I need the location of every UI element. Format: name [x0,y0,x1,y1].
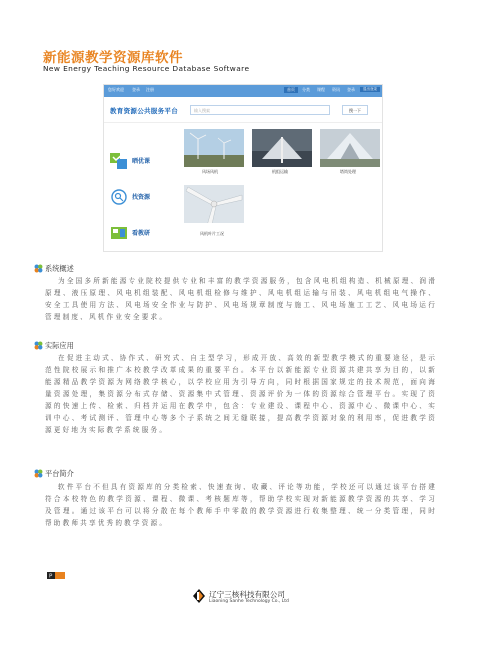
blade-image [184,185,244,223]
thumbnail-tower[interactable] [320,129,380,167]
section-heading-text: 系统概述 [45,264,74,273]
section-heading-overview [34,264,74,274]
company-logo-icon [191,588,207,604]
page-title: 新能源教学资源库软件 [43,50,183,66]
page-marker-text: P [49,573,53,579]
topbar-register[interactable]: 注册 [146,87,154,92]
course-icon [110,153,128,169]
side-button-label: 找资源 [132,194,151,201]
topbar-logout[interactable]: 退出登录 [360,87,380,92]
platform-logo: 教育资源公共服务平台 [110,107,178,115]
search-input[interactable]: 输入搜索 [190,105,330,115]
tower-image [320,129,380,167]
section-body-platform: 软件平台不但具有资源库的分类检索、快速查询、收藏、评论等功能，学校还可以通过该平台搭建符合本校特色的教学资源、课程、微课、考核题库等，帮助学校实现对新能源教学资源的共享、学习及管理。通过该平台可以将分散在每个教师手中零散的教学资源进行收集整理、统一分类管理，同时帮助教师共享优秀的教学资源。 [45,483,437,527]
page-marker [47,572,65,579]
topbar-course[interactable]: 课程 [317,87,325,92]
section-heading-platform [34,469,74,479]
thumbnail-caption: 风机叶片工况 [200,231,224,236]
transport-image [252,129,312,167]
side-button-course[interactable] [110,151,162,173]
resource-icon [110,189,128,205]
company-name-en: Liaoning Sanhe Technology Co., Ltd [209,599,289,604]
section-heading-application [34,341,74,351]
section-bullet-icon [34,341,43,350]
thumbnail-caption: 塔筒处理 [340,169,356,174]
search-button[interactable]: 搜一下 [342,105,368,115]
section-bullet-icon [34,469,43,478]
side-button-label: 晒优课 [132,158,151,165]
section-body-application: 在促进主动式、协作式、研究式、自主型学习，形成开放、高效的新型教学模式的重要途径，是示范性院校展示和推广本校教学改革成果的重要平台。本平台以新能源专业资源共建共享为目的，以新能源精品教学资源为网络教学核心，以学校应用为引导方向，同时根据国家规定的技术规范，面向海量资源处理，集资源分布式存储、资源集中式管理、资源评价为一体的资源综合管理平台。实现了资源的快速上传、检索、归档并运用在教学中，包含：专业建设、课程中心、资源中心、微课中心、实训中心、考试测评、管理中心等多个子系统之间无缝联接，提高教学资源对象的利用率，促进教学资源更好地为实际教学系统服务。 [45,354,437,434]
wind-farm-image [184,129,244,167]
platform-screenshot [103,84,383,252]
topbar-welcome: 您好欢迎 [108,87,124,92]
topbar-signin[interactable]: 登录 [347,87,355,92]
section-heading-text: 实际应用 [45,341,74,350]
thumbnail-blade[interactable] [184,185,244,223]
screenshot-topbar [104,85,383,97]
thumbnail-caption: 风场风机 [202,169,218,174]
company-name-cn: 辽宁三核科技有限公司 [209,590,285,599]
section-bullet-icon [34,264,43,273]
side-button-research[interactable] [110,223,162,245]
side-button-resource[interactable] [110,187,162,209]
section-heading-text: 平台简介 [45,469,74,478]
section-body-overview: 为全国多所新能源专业院校提供专业和丰富的教学资源服务，包含风电机组构造、机械原理、润滑原理、液压原理、风电机组装配、风电机组检修与维护、风电机组运输与吊装、风电机组电气操作、安全工具使用方法、风电场安全作业与防护、风电场规章制度与施工、风电场施工工艺、风电场运行管理制度、风机作业安全要求。 [45,277,437,321]
research-icon [110,225,128,241]
thumbnail-transport[interactable] [252,129,312,167]
topbar-login[interactable]: 登录 [132,87,140,92]
page-subtitle: New Energy Teaching Resource Database Software [43,64,250,73]
topbar-category[interactable]: 分类 [302,87,310,92]
thumbnail-wind-farm[interactable] [184,129,244,167]
screenshot-header [104,97,383,123]
thumbnail-caption: 机组运输 [272,169,288,174]
side-button-label: 看教研 [132,230,151,237]
topbar-home[interactable]: 首页 [284,87,298,93]
topbar-news[interactable]: 资讯 [332,87,340,92]
